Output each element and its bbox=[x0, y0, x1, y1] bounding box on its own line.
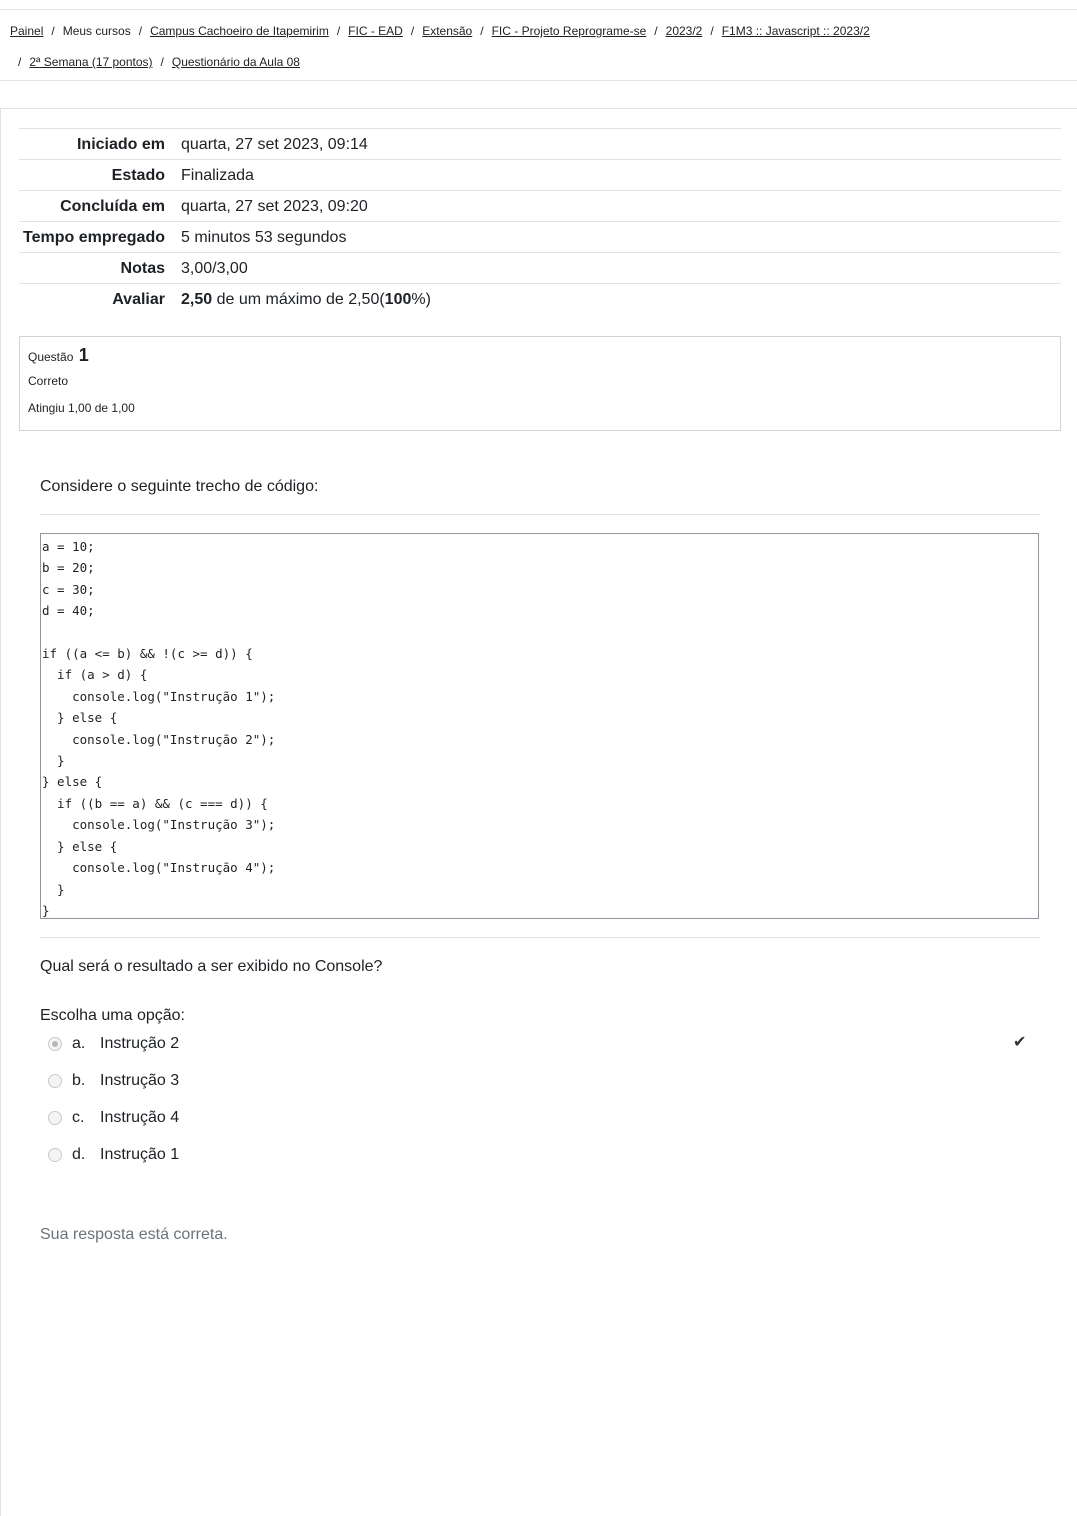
option-letter: a. bbox=[72, 1035, 86, 1052]
feedback-text: Sua resposta está correta. bbox=[40, 1226, 228, 1243]
breadcrumb-item-projeto[interactable]: FIC - Projeto Reprograme-se bbox=[491, 24, 647, 38]
divider bbox=[40, 937, 1040, 938]
divider bbox=[40, 514, 1040, 515]
breadcrumb-separator: / bbox=[18, 55, 22, 69]
breadcrumb-item-questionario[interactable]: Questionário da Aula 08 bbox=[171, 55, 300, 69]
breadcrumb-separator: / bbox=[138, 24, 143, 38]
question-state: Correto bbox=[28, 374, 69, 388]
summary-row-grade bbox=[19, 284, 1061, 315]
breadcrumb bbox=[0, 9, 1077, 81]
breadcrumb-separator: / bbox=[480, 24, 484, 38]
question-number bbox=[28, 345, 1052, 366]
summary-label: Avaliar bbox=[112, 291, 165, 308]
option-letter: c. bbox=[72, 1109, 85, 1126]
option-label: Instrução 3 bbox=[100, 1072, 180, 1089]
breadcrumb-separator: / bbox=[410, 24, 415, 38]
breadcrumb-item-course[interactable]: F1M3 :: Javascript :: 2023/2 bbox=[721, 24, 870, 38]
radio-button[interactable] bbox=[48, 1111, 62, 1125]
summary-row-started bbox=[19, 129, 1061, 160]
content-left-border bbox=[0, 109, 1, 1516]
summary-label: Concluída em bbox=[60, 198, 165, 215]
breadcrumb-separator: / bbox=[654, 24, 658, 38]
question-info-box bbox=[19, 336, 1061, 431]
question-grade: Atingiu 1,00 de 1,00 bbox=[28, 401, 135, 415]
answer-option-c[interactable] bbox=[48, 1106, 179, 1130]
breadcrumb-item-meus-cursos: Meus cursos bbox=[62, 24, 131, 38]
breadcrumb-item-campus[interactable]: Campus Cachoeiro de Itapemirim bbox=[150, 24, 329, 38]
option-letter: b. bbox=[72, 1072, 86, 1089]
code-block: a = 10; b = 20; c = 30; d = 40; if ((a <= b) && !(c >= d)) { if (a > d) { console.log("Instrução 1"); } else { console.log("Instrução 2"); } } else { if ((b == a) && (c === d)) { console.log("Instrução 3"); } else { console.log("Instrução 4"); } } bbox=[40, 533, 1039, 919]
question-label: Questão bbox=[28, 350, 74, 364]
breadcrumb-item-semana[interactable]: 2ª Semana (17 pontos) bbox=[29, 55, 153, 69]
breadcrumb-separator: / bbox=[51, 24, 55, 38]
option-label: Instrução 4 bbox=[100, 1109, 180, 1126]
summary-label: Estado bbox=[111, 167, 165, 184]
breadcrumb-item-semestre[interactable]: 2023/2 bbox=[665, 24, 703, 38]
option-letter: d. bbox=[72, 1146, 86, 1163]
breadcrumb-line-1 bbox=[10, 24, 870, 38]
summary-value: 3,00/3,00 bbox=[181, 260, 248, 277]
option-label: Instrução 2 bbox=[100, 1035, 180, 1052]
summary-value bbox=[181, 284, 1061, 315]
page-divider bbox=[0, 108, 1077, 109]
question-prompt: Qual será o resultado a ser exibido no Console? bbox=[40, 958, 383, 975]
grade-value: 2,50 bbox=[181, 291, 213, 308]
option-label: Instrução 1 bbox=[100, 1146, 180, 1163]
breadcrumb-item-extensao[interactable]: Extensão bbox=[422, 24, 473, 38]
grade-text: de um máximo de 2,50( bbox=[212, 291, 385, 308]
radio-button[interactable] bbox=[48, 1148, 62, 1162]
summary-value: 5 minutos 53 segundos bbox=[181, 229, 347, 246]
breadcrumb-separator: / bbox=[336, 24, 341, 38]
summary-label: Iniciado em bbox=[76, 136, 165, 153]
choose-option-label: Escolha uma opção: bbox=[40, 1007, 185, 1024]
grade-text-end: %) bbox=[411, 291, 431, 308]
attempt-summary-table bbox=[19, 128, 1061, 314]
grade-percent: 100 bbox=[384, 291, 412, 308]
answer-option-b[interactable] bbox=[48, 1069, 179, 1093]
summary-row-completed bbox=[19, 191, 1061, 222]
summary-row-state bbox=[19, 160, 1061, 191]
summary-value: quarta, 27 set 2023, 09:20 bbox=[181, 198, 368, 215]
answer-option-a[interactable] bbox=[48, 1032, 179, 1056]
check-icon: ✔ bbox=[1013, 1034, 1027, 1051]
breadcrumb-separator: / bbox=[160, 55, 164, 69]
question-number-value: 1 bbox=[78, 345, 89, 365]
breadcrumb-separator: / bbox=[710, 24, 714, 38]
breadcrumb-line-2 bbox=[18, 55, 300, 69]
breadcrumb-item-painel[interactable]: Painel bbox=[10, 24, 44, 38]
summary-row-marks bbox=[19, 253, 1061, 284]
question-intro: Considere o seguinte trecho de código: bbox=[40, 478, 319, 495]
summary-label: Notas bbox=[120, 260, 165, 277]
radio-button-selected[interactable] bbox=[48, 1037, 62, 1051]
radio-button[interactable] bbox=[48, 1074, 62, 1088]
question-content bbox=[40, 476, 1040, 498]
summary-value: quarta, 27 set 2023, 09:14 bbox=[181, 136, 368, 153]
summary-label: Tempo empregado bbox=[23, 229, 165, 246]
summary-row-time bbox=[19, 222, 1061, 253]
summary-value: Finalizada bbox=[181, 167, 254, 184]
answer-option-d[interactable] bbox=[48, 1143, 179, 1167]
breadcrumb-item-fic-ead[interactable]: FIC - EAD bbox=[348, 24, 403, 38]
